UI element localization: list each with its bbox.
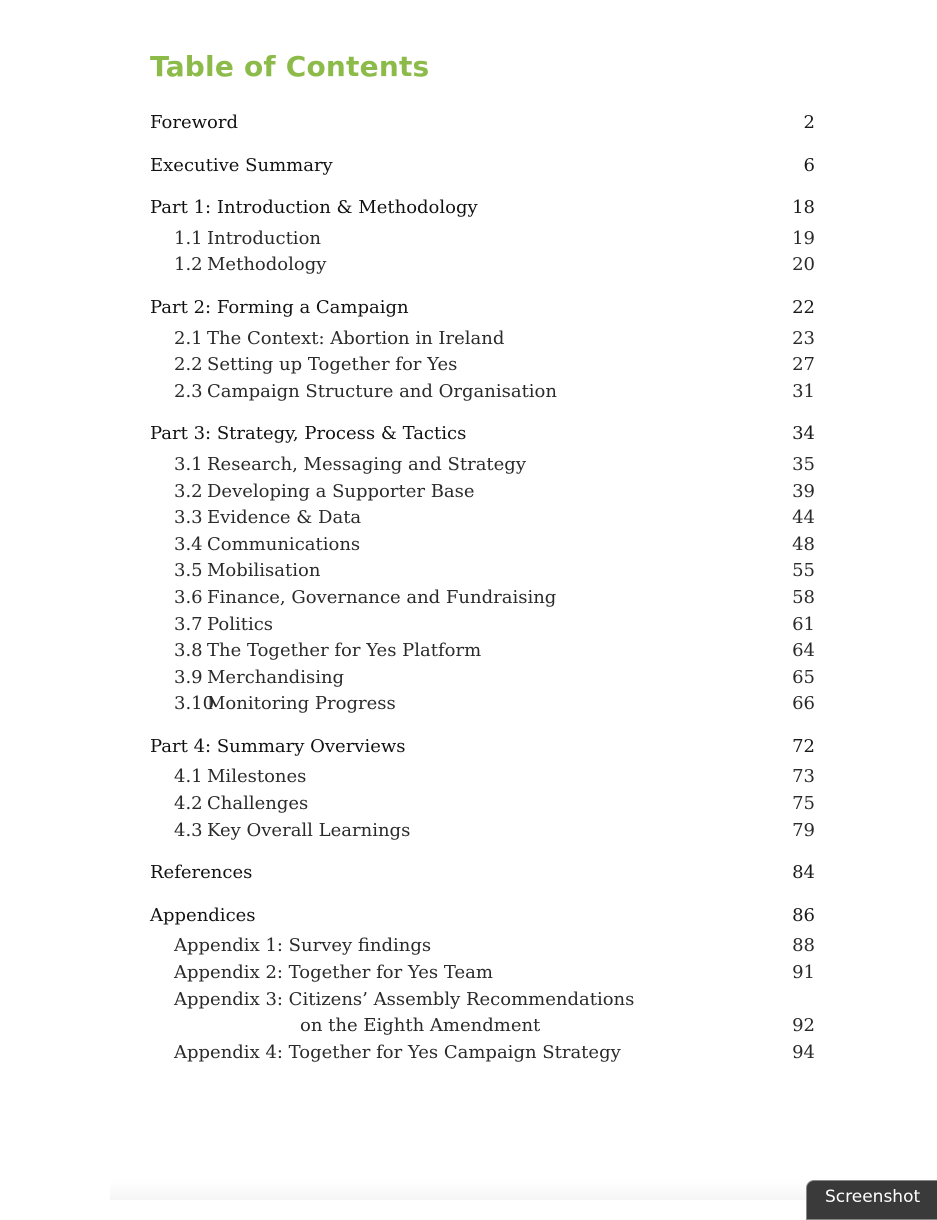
toc-entry[interactable] <box>150 295 815 322</box>
toc-page: 22 <box>792 296 815 318</box>
toc-num: 4.2 <box>174 793 203 815</box>
toc-num: 3.6 <box>174 586 203 608</box>
toc-subentry[interactable] <box>150 638 815 665</box>
toc-subentry[interactable] <box>150 612 815 639</box>
toc-label: The Together for Yes Platform <box>207 640 482 662</box>
toc-label: Executive Summary <box>150 154 333 176</box>
toc-subentry[interactable] <box>150 452 815 479</box>
toc-num: 3.7 <box>174 613 203 635</box>
toc-page: 92 <box>792 1015 815 1037</box>
toc-part-3 <box>150 421 815 718</box>
toc-subentry[interactable] <box>150 818 815 845</box>
toc-label: Appendix 2: Together for Yes Team <box>174 962 493 984</box>
toc-page: 61 <box>792 613 815 635</box>
toc-page: 91 <box>792 962 815 984</box>
toc-num: 3.9 <box>174 666 203 688</box>
toc-page: 58 <box>792 586 815 608</box>
toc-subentry[interactable] <box>150 665 815 692</box>
toc-num: 3.10 <box>174 693 215 715</box>
toc-page: 79 <box>792 819 815 841</box>
toc-page: 19 <box>792 227 815 249</box>
toc-label: Part 3: Strategy, Process & Tactics <box>150 423 467 445</box>
toc-label: Part 2: Forming a Campaign <box>150 296 409 318</box>
toc-num: 4.3 <box>174 819 203 841</box>
toc-entry[interactable] <box>150 110 815 137</box>
toc-part-2 <box>150 295 815 405</box>
toc-label: Part 1: Introduction & Methodology <box>150 197 478 219</box>
toc-num: 3.2 <box>174 480 203 502</box>
toc-executive-summary <box>150 153 815 180</box>
toc-label: Monitoring Progress <box>207 693 396 715</box>
toc-label: Finance, Governance and Fundraising <box>207 586 557 608</box>
toc-label: Methodology <box>207 254 327 276</box>
toc-page: 34 <box>792 423 815 445</box>
toc-subentry[interactable] <box>150 558 815 585</box>
toc-label: Politics <box>207 613 274 635</box>
toc-entry[interactable] <box>150 195 815 222</box>
toc-num: 4.1 <box>174 766 203 788</box>
toc-subentry[interactable] <box>150 585 815 612</box>
toc-label: Developing a Supporter Base <box>207 480 475 502</box>
toc-page: 65 <box>792 666 815 688</box>
toc-subentry[interactable] <box>150 326 815 353</box>
page-bottom-shadow <box>110 1180 810 1200</box>
toc-entry[interactable] <box>150 153 815 180</box>
toc-entry[interactable] <box>150 860 815 887</box>
toc-subentry[interactable] <box>150 960 815 987</box>
toc-label: Evidence & Data <box>207 507 362 529</box>
toc-subentry[interactable] <box>150 532 815 559</box>
toc-page: 27 <box>792 354 815 376</box>
toc-entry[interactable] <box>150 421 815 448</box>
toc-num: 2.3 <box>174 380 203 402</box>
toc-subentry[interactable] <box>150 226 815 253</box>
toc-label: Appendices <box>150 904 256 926</box>
toc-subentry[interactable] <box>150 379 815 406</box>
toc-label: on the Eighth Amendment <box>300 1015 541 1037</box>
toc-num: 2.2 <box>174 354 203 376</box>
toc-part-4 <box>150 734 815 844</box>
toc-label: Merchandising <box>207 666 345 688</box>
toc-page: 35 <box>792 453 815 475</box>
toc-label: Key Overall Learnings <box>207 819 411 841</box>
toc-page: 55 <box>792 560 815 582</box>
toc-subentry[interactable] <box>150 479 815 506</box>
toc-page: 48 <box>792 533 815 555</box>
toc-num: 3.8 <box>174 640 203 662</box>
toc-subentry[interactable] <box>150 691 815 718</box>
page-title: Table of Contents <box>150 50 430 83</box>
toc-label: Communications <box>207 533 361 555</box>
toc-num: 3.1 <box>174 453 203 475</box>
toc-subentry[interactable] <box>150 352 815 379</box>
toc-page: 94 <box>792 1041 815 1063</box>
toc-appendices <box>150 903 815 1067</box>
toc-references <box>150 860 815 887</box>
toc-page: 20 <box>792 254 815 276</box>
toc-page: 6 <box>803 154 815 176</box>
toc-subentry[interactable] <box>150 987 815 1014</box>
toc-page: 86 <box>792 904 815 926</box>
toc-num: 3.4 <box>174 533 203 555</box>
toc-num: 3.5 <box>174 560 203 582</box>
toc-page: 64 <box>792 640 815 662</box>
toc-label: Appendix 4: Together for Yes Campaign Strategy <box>174 1041 621 1063</box>
toc-entry[interactable] <box>150 903 815 930</box>
toc-page: 66 <box>792 693 815 715</box>
toc-foreword <box>150 110 815 137</box>
toc-page: 72 <box>792 735 815 757</box>
toc-subentry[interactable] <box>150 1040 815 1067</box>
toc-label: Research, Messaging and Strategy <box>207 453 526 475</box>
toc-page: 39 <box>792 480 815 502</box>
toc-label: Foreword <box>150 112 238 133</box>
toc-subentry-continued[interactable] <box>150 1013 815 1040</box>
screenshot-badge[interactable]: Screenshot <box>806 1180 937 1220</box>
toc-entry[interactable] <box>150 734 815 761</box>
toc-label: Introduction <box>207 227 321 249</box>
toc-label: Appendix 3: Citizens’ Assembly Recommendations <box>174 988 635 1010</box>
toc-label: The Context: Abortion in Ireland <box>207 327 505 349</box>
toc-label: References <box>150 862 253 884</box>
toc-subentry[interactable] <box>150 791 815 818</box>
toc-page: 31 <box>792 380 815 402</box>
toc-num: 1.1 <box>174 227 203 249</box>
toc-label: Milestones <box>207 766 307 788</box>
toc-page: 2 <box>803 112 815 133</box>
toc-page: 88 <box>792 935 815 957</box>
toc-page: 73 <box>792 766 815 788</box>
table-of-contents <box>150 110 815 1066</box>
toc-num: 2.1 <box>174 327 203 349</box>
toc-label: Part 4: Summary Overviews <box>150 735 406 757</box>
toc-label: Setting up Together for Yes <box>207 354 458 376</box>
toc-page: 23 <box>792 327 815 349</box>
toc-label: Challenges <box>207 793 309 815</box>
toc-subentry[interactable] <box>150 252 815 279</box>
toc-num: 3.3 <box>174 507 203 529</box>
toc-label: Campaign Structure and Organisation <box>207 380 557 402</box>
toc-subentry[interactable] <box>150 505 815 532</box>
toc-label: Mobilisation <box>207 560 321 582</box>
toc-subentry[interactable] <box>150 764 815 791</box>
toc-page: 75 <box>792 793 815 815</box>
toc-part-1 <box>150 195 815 279</box>
toc-page: 18 <box>792 197 815 219</box>
toc-page: 44 <box>792 507 815 529</box>
toc-page: 84 <box>792 862 815 884</box>
toc-num: 1.2 <box>174 254 203 276</box>
toc-subentry[interactable] <box>150 933 815 960</box>
toc-label: Appendix 1: Survey findings <box>174 935 432 957</box>
